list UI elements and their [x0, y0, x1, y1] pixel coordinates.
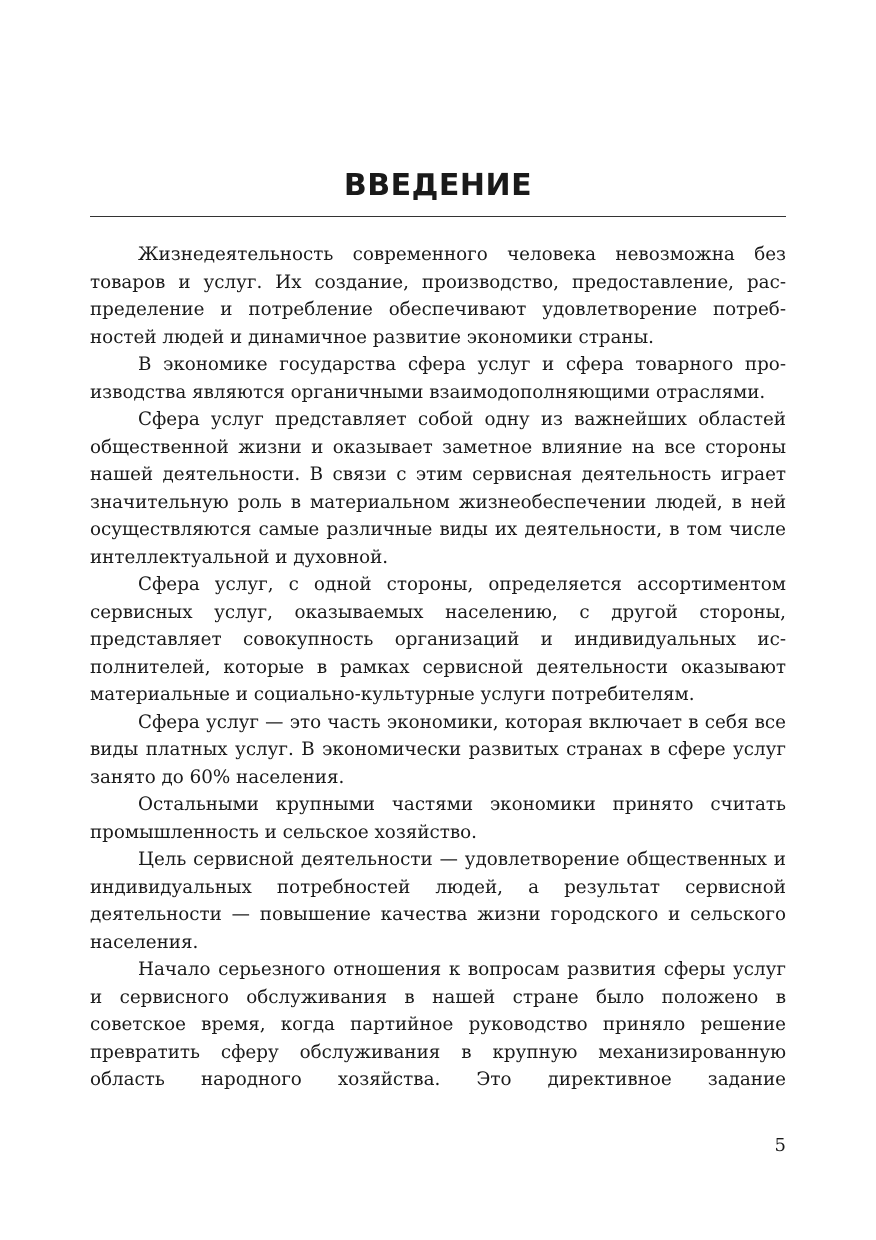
paragraph: Сфера услуг представляет собой одну из важнейших областей общественной жизни и оказывает заметное влияние на все стороны нашей деятельности. В связи с этим сервисная деятельность играет значительную роль в материальном жизнеобеспечении людей, в ней осуществляются самые различные виды их деятельности, в том числе интеллектуальной и духовной. [90, 409, 786, 568]
paragraph: Начало серьезного отношения к вопросам развития сферы услуг и сервисного обслуживания в нашей стране было положено в советское время, когда партийное руководство приняло решение превратить сферу обслуживания в крупную механизированную область народного хозяйства. Это директивное задание [90, 959, 786, 1090]
paragraph: Цель сервисной деятельности — удовлетворение общественных и индивидуальных потребностей людей, а результат сервисной деятельности — повышение качества жизни городского и сельского населения. [90, 849, 786, 953]
paragraph: Сфера услуг — это часть экономики, которая включает в себя все виды платных услуг. В экономически развитых странах в сфере услуг занято до 60% населения. [90, 711, 786, 788]
heading-rule [90, 216, 786, 217]
paragraph: Сфера услуг, с одной стороны, определяется ассортиментом сервисных услуг, оказываемых населению, с другой стороны, представляет совокупность организаций и индивидуальных исполнителей, которые в рамках сервисной деятельности оказывают материальные и социально-культурные услуги потребителям. [90, 574, 786, 705]
paragraph: В экономике государства сфера услуг и сфера товарного производства являются органичными взаимодополняющими отраслями. [90, 354, 786, 403]
section-heading: ВВЕДЕНИЕ [343, 168, 533, 203]
paragraph: Остальными крупными частями экономики принято считать промышленность и сельское хозяйство. [90, 794, 786, 843]
body-text [90, 241, 786, 1094]
page-number: 5 [774, 1135, 786, 1156]
paragraph: Жизнедеятельность современного человека невозможна без товаров и услуг. Их создание, производство, предоставление, распределение и потребление обеспечивают удовлетворение потребностей людей и динамичное развитие экономики страны. [90, 244, 786, 348]
